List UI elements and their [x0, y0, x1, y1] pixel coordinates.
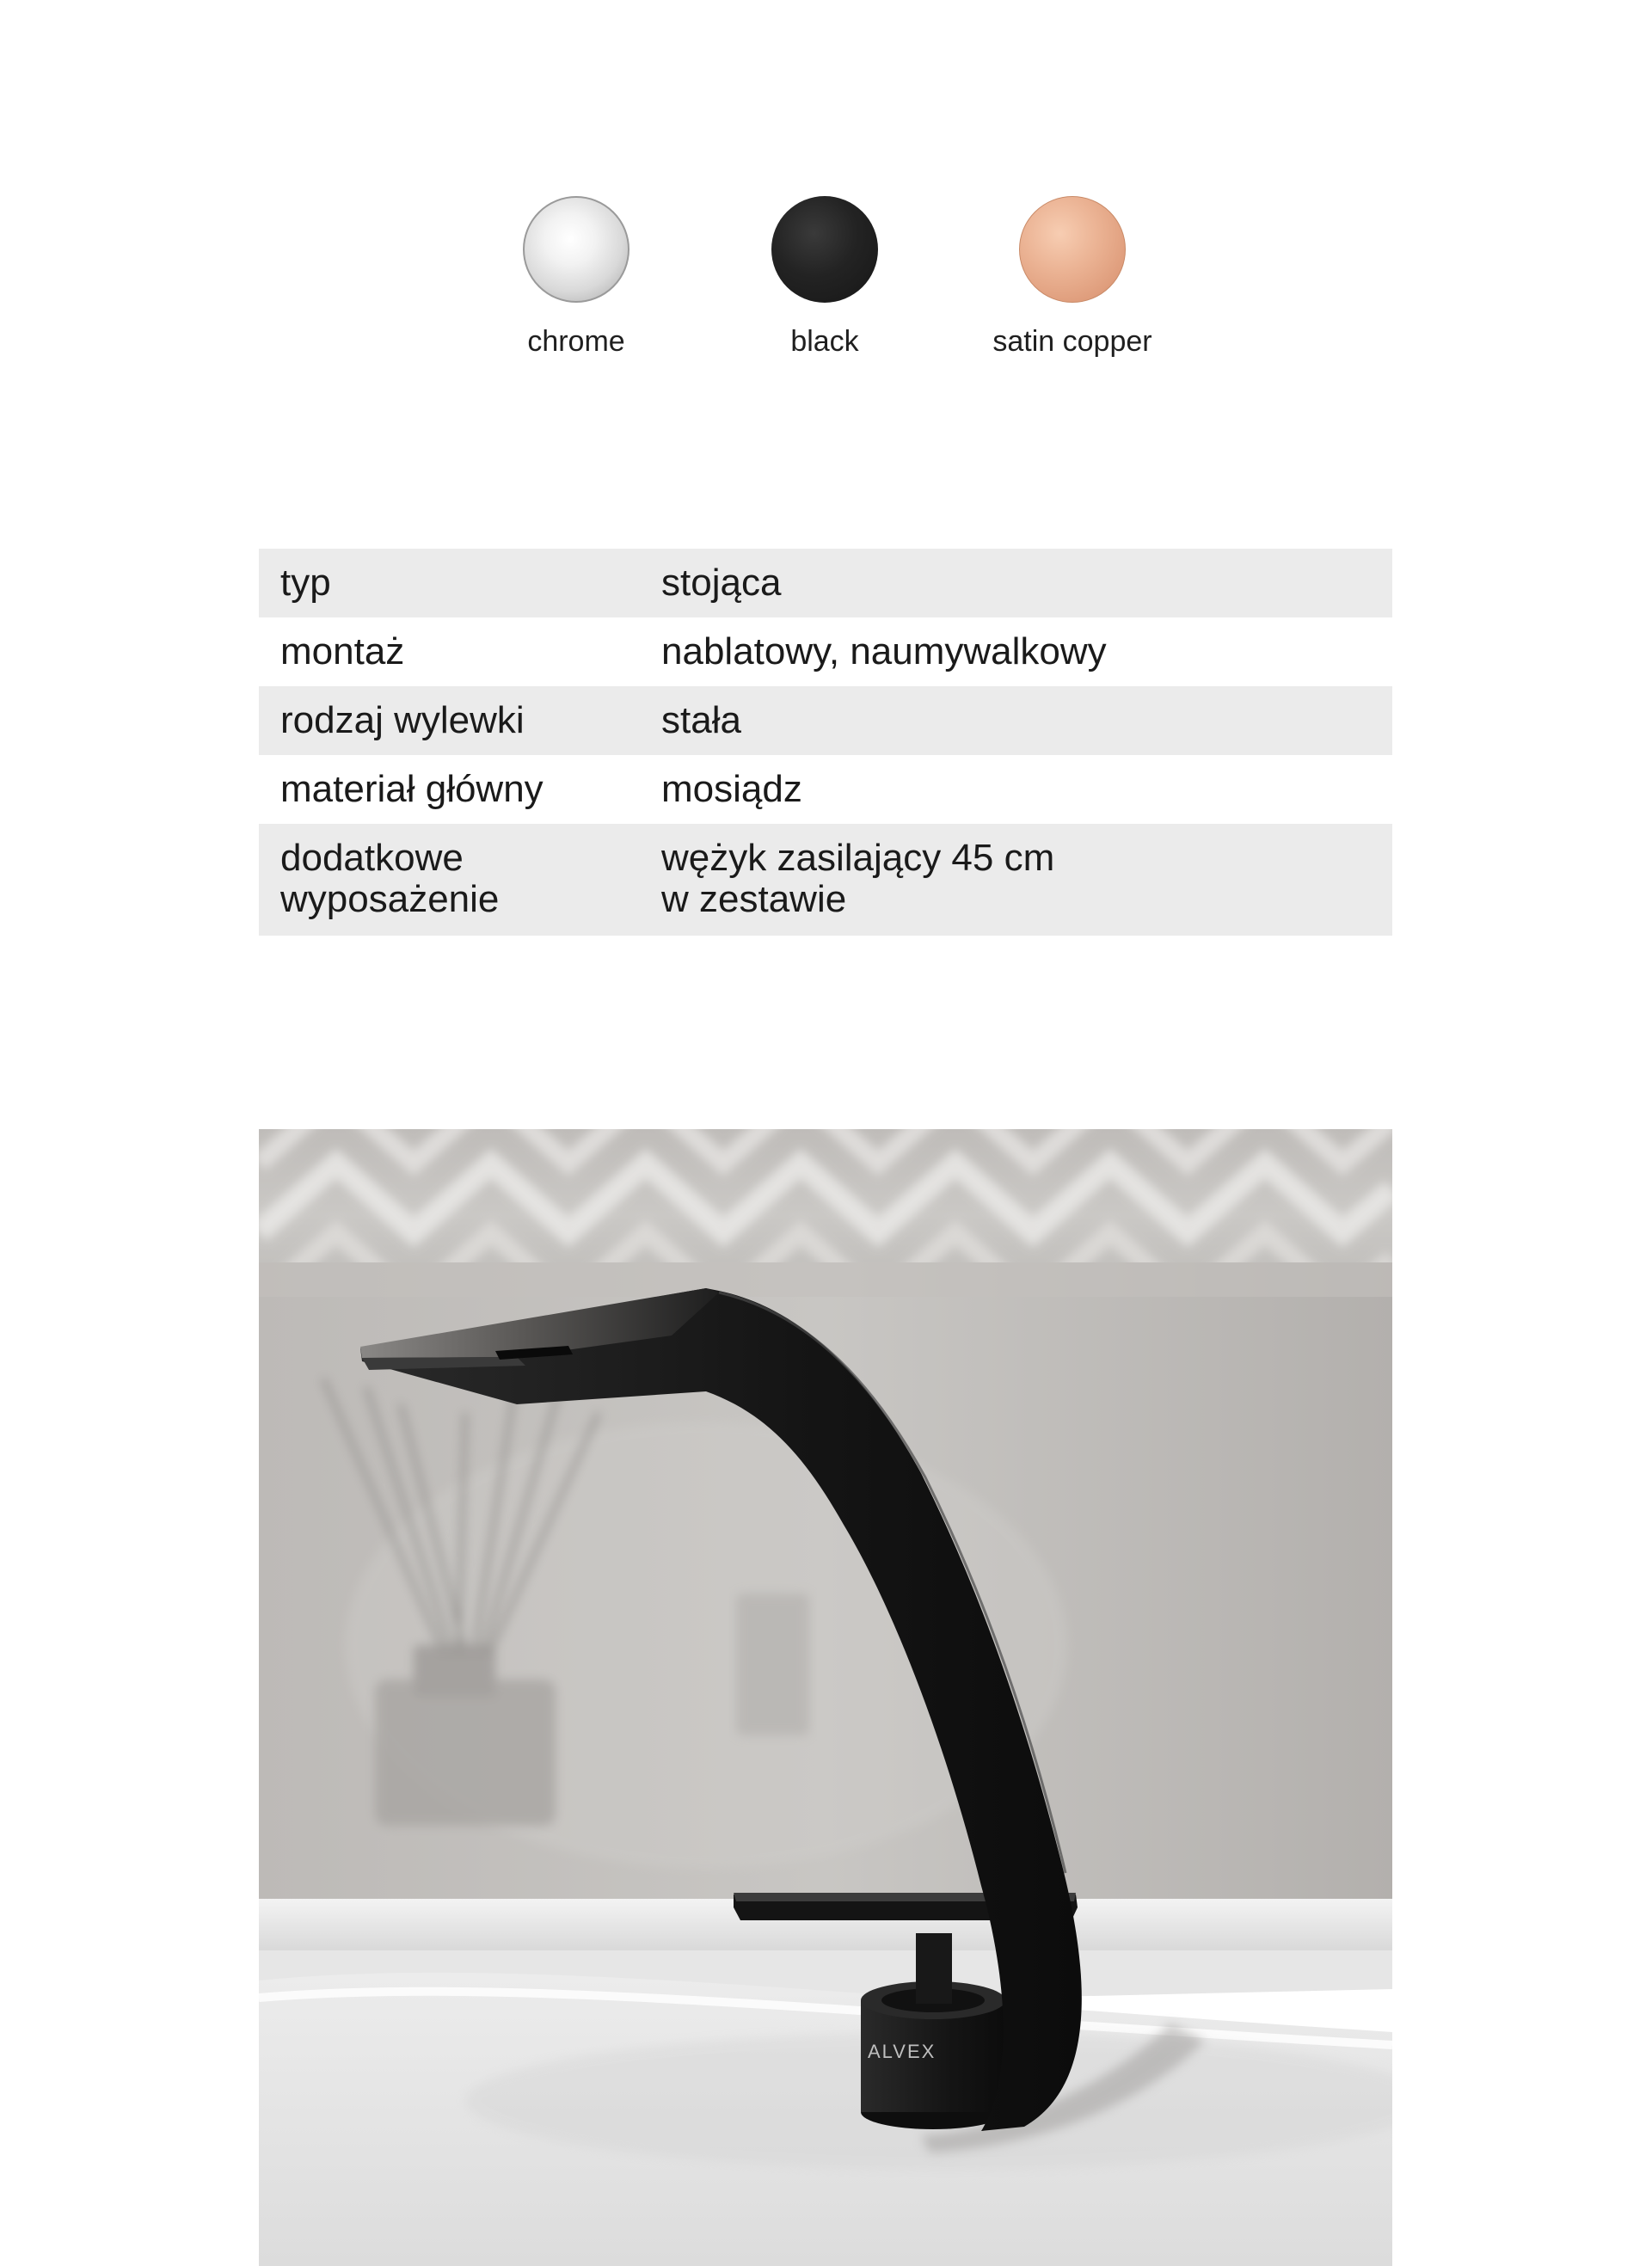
spec-value: mosiądz — [661, 768, 802, 810]
spec-key — [259, 824, 661, 920]
copper-swatch-icon — [1019, 196, 1126, 303]
spec-value: stojąca — [661, 562, 782, 604]
spec-row-typ — [259, 549, 1392, 617]
spec-key-line: dodatkowe — [280, 837, 464, 879]
spec-value-line: w zestawie — [661, 878, 847, 920]
spec-value-line: wężyk zasilający 45 cm — [661, 837, 1055, 879]
spec-key: materiał główny — [280, 768, 544, 810]
chrome-swatch-icon — [523, 196, 629, 303]
finish-label-chrome: chrome — [527, 325, 625, 358]
brand-mark: ALVEX — [868, 2041, 937, 2062]
finish-option-chrome — [490, 196, 662, 359]
finish-label-satin-copper: satin copper — [992, 325, 1152, 358]
spec-key: montaż — [280, 630, 405, 672]
spec-row-dodatkowe-wyposazenie — [259, 824, 1392, 936]
spec-key: rodzaj wylewki — [280, 699, 525, 741]
spec-value — [661, 824, 1392, 920]
faucet-illustration — [259, 1129, 1392, 2266]
spec-table — [259, 549, 1392, 936]
spec-key-line: wyposażenie — [280, 878, 500, 920]
spec-row-rodzaj-wylewki — [259, 686, 1392, 755]
black-swatch-icon — [771, 196, 878, 303]
spec-row-montaz — [259, 617, 1392, 686]
spec-value: stała — [661, 699, 741, 741]
spec-value: nablatowy, naumywalkowy — [661, 630, 1107, 672]
spec-row-material-glowny — [259, 755, 1392, 824]
finish-label-black: black — [790, 325, 859, 358]
finish-option-satin-copper — [986, 196, 1158, 359]
product-photo — [259, 1129, 1392, 2266]
spec-key: typ — [280, 562, 331, 604]
finish-option-black — [739, 196, 911, 359]
finish-options — [0, 196, 1652, 368]
